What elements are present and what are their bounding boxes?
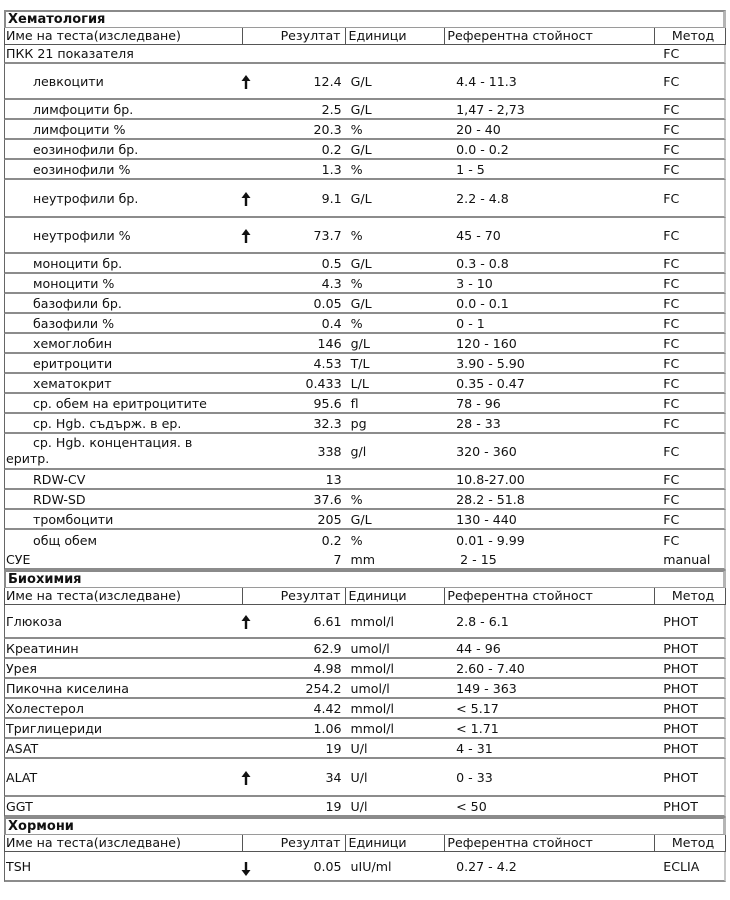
column-header-result: Резултат <box>243 835 346 851</box>
test-name <box>5 276 242 291</box>
table-row <box>4 140 726 160</box>
reference-range: < 5.17 <box>456 700 499 716</box>
test-name <box>5 435 242 467</box>
table-row <box>4 160 726 180</box>
test-name-text: хемоглобин <box>33 335 112 351</box>
table-row <box>4 699 726 719</box>
reference-range: 320 - 360 <box>456 443 517 459</box>
section-hormones <box>4 817 726 882</box>
test-name <box>5 336 242 351</box>
units-value: pg <box>350 415 367 431</box>
result-value: 4.3 <box>321 275 342 291</box>
result-value: 13 <box>325 471 342 487</box>
method-value: FC <box>663 227 680 243</box>
test-name <box>5 512 242 527</box>
result-value: 1.3 <box>321 161 342 177</box>
test-name <box>5 356 242 371</box>
reference-range: 1 - 5 <box>456 161 485 177</box>
test-name-text: лимфоцити бр. <box>33 101 134 117</box>
result-value: 7 <box>333 551 342 567</box>
column-header-method: Метод <box>655 28 726 44</box>
units-value: % <box>350 491 363 507</box>
method-value: FC <box>663 295 680 311</box>
result-value: 0.5 <box>321 255 342 271</box>
test-name <box>5 191 242 206</box>
method-value: FC <box>663 491 680 507</box>
reference-range: 20 - 40 <box>456 121 501 137</box>
section-biochemistry <box>4 570 726 817</box>
units-value: G/L <box>350 255 372 271</box>
units-value: umol/l <box>350 680 390 696</box>
units-value: G/L <box>350 101 372 117</box>
test-name-line2: еритр. <box>6 451 50 466</box>
test-name <box>5 661 242 676</box>
method-value: FC <box>663 46 680 61</box>
method-value: PHOT <box>663 720 698 736</box>
test-name <box>5 701 242 716</box>
reference-range: 3 - 10 <box>456 275 493 291</box>
test-name-text: ALAT <box>6 769 38 785</box>
test-name-text: GGT <box>6 798 33 814</box>
units-value: fl <box>350 395 359 411</box>
reference-range: 4.4 - 11.3 <box>456 73 517 89</box>
test-name-text: базофили % <box>33 315 115 331</box>
result-value: 19 <box>325 740 342 756</box>
result-value: 1.06 <box>313 720 342 736</box>
column-header-method: Метод <box>655 588 726 604</box>
result-value: 254.2 <box>305 680 342 696</box>
test-name-text: ASAT <box>6 740 39 756</box>
test-name <box>5 552 242 567</box>
column-header-name: Име на теста(изследване) <box>5 835 243 851</box>
result-value: 0.05 <box>313 858 342 874</box>
table-row <box>4 394 726 414</box>
method-value: FC <box>663 471 680 487</box>
test-name <box>5 316 242 331</box>
result-value: 20.3 <box>313 121 342 137</box>
table-row <box>4 414 726 434</box>
test-name-text: моноцити бр. <box>33 255 123 271</box>
units-value: mm <box>350 551 376 567</box>
test-name-text: моноцити % <box>33 275 115 291</box>
reference-range: 28.2 - 51.8 <box>456 491 525 507</box>
reference-range: 149 - 363 <box>456 680 517 696</box>
test-name <box>5 376 242 391</box>
table-row <box>4 254 726 274</box>
result-value: 4.53 <box>313 355 342 371</box>
test-name-text: лимфоцити % <box>33 121 126 137</box>
result-value: 95.6 <box>313 395 342 411</box>
test-name <box>5 641 242 656</box>
units-value: mmol/l <box>350 660 395 676</box>
arrow-up-icon <box>241 229 251 243</box>
method-value: ECLIA <box>663 858 700 874</box>
units-value: U/l <box>350 740 368 756</box>
column-header-units: Единици <box>346 28 446 44</box>
test-name <box>5 614 242 629</box>
result-value: 0.2 <box>321 141 342 157</box>
units-value: G/L <box>350 511 372 527</box>
units-value: G/L <box>350 295 372 311</box>
result-value: 9.1 <box>321 190 342 206</box>
column-header-name: Име на теста(изследване) <box>5 28 243 44</box>
table-row <box>4 120 726 140</box>
section-title: Хормони <box>4 817 726 835</box>
test-name-text: неутрофили бр. <box>33 190 139 206</box>
test-name-text: неутрофили % <box>33 227 131 243</box>
test-name-text: общ обем <box>33 532 98 548</box>
table-row <box>4 510 726 530</box>
column-header-name: Име на теста(изследване) <box>5 588 243 604</box>
reference-range: 0.0 - 0.1 <box>456 295 509 311</box>
method-value: PHOT <box>663 613 698 629</box>
method-value: FC <box>663 443 680 459</box>
units-value: mmol/l <box>350 700 395 716</box>
table-row <box>4 294 726 314</box>
reference-range: 0.01 - 9.99 <box>456 532 525 548</box>
units-value: uIU/ml <box>350 858 392 874</box>
test-name <box>5 681 242 696</box>
method-value: PHOT <box>663 740 698 756</box>
test-name <box>5 472 242 487</box>
column-header-method: Метод <box>655 835 726 851</box>
units-value: T/L <box>350 355 370 371</box>
test-name-text: хематокрит <box>33 375 112 391</box>
result-value: 4.98 <box>313 660 342 676</box>
table-row <box>4 334 726 354</box>
units-value: mmol/l <box>350 720 395 736</box>
result-value: 37.6 <box>313 491 342 507</box>
result-value: 34 <box>325 769 342 785</box>
method-value: FC <box>663 375 680 391</box>
table-row <box>4 605 726 639</box>
units-value: U/l <box>350 769 368 785</box>
reference-range: 44 - 96 <box>456 640 501 656</box>
result-value: 12.4 <box>313 73 342 89</box>
units-value: % <box>350 227 363 243</box>
reference-range: 120 - 160 <box>456 335 517 351</box>
test-name <box>5 396 242 411</box>
method-value: FC <box>663 511 680 527</box>
arrow-down-icon <box>241 862 251 876</box>
method-value: FC <box>663 395 680 411</box>
reference-range: 2.8 - 6.1 <box>456 613 509 629</box>
table-header <box>4 588 726 605</box>
method-value: PHOT <box>663 640 698 656</box>
reference-range: 0.3 - 0.8 <box>456 255 509 271</box>
test-name <box>5 416 242 431</box>
arrow-up-icon <box>241 75 251 89</box>
test-name <box>5 770 242 785</box>
table-body <box>4 45 726 570</box>
method-value: FC <box>663 355 680 371</box>
test-name-text: базофили бр. <box>33 295 122 311</box>
table-row <box>4 679 726 699</box>
test-name-text: ср. Hgb. съдърж. в ер. <box>33 415 182 431</box>
reference-range: < 50 <box>456 798 487 814</box>
units-value: G/L <box>350 73 372 89</box>
method-value: PHOT <box>663 680 698 696</box>
method-value: FC <box>663 141 680 157</box>
method-value: FC <box>663 275 680 291</box>
reference-range: 0.35 - 0.47 <box>456 375 525 391</box>
units-value: umol/l <box>350 640 390 656</box>
reference-range: 1,47 - 2,73 <box>456 101 525 117</box>
result-value: 32.3 <box>313 415 342 431</box>
result-value: 205 <box>317 511 342 527</box>
reference-range: 0 - 33 <box>456 769 493 785</box>
method-value: FC <box>663 315 680 331</box>
table-row <box>4 470 726 490</box>
table-row <box>4 759 726 797</box>
section-title: Хематология <box>4 10 726 28</box>
units-value: % <box>350 121 363 137</box>
test-name-line1: ср. Hgb. концентация. в <box>33 435 193 450</box>
test-name <box>5 296 242 311</box>
result-value: 0.433 <box>305 375 342 391</box>
column-header-reference: Референтна стойност <box>445 28 655 44</box>
test-name-text: Урея <box>6 660 37 676</box>
result-value: 6.61 <box>313 613 342 629</box>
table-body <box>4 852 726 882</box>
units-value: % <box>350 275 363 291</box>
arrow-up-icon <box>241 615 251 629</box>
table-row <box>4 314 726 334</box>
reference-range: 45 - 70 <box>456 227 501 243</box>
test-name-text: Пикочна киселина <box>6 680 130 696</box>
test-name <box>5 142 242 157</box>
reference-range: 3.90 - 5.90 <box>456 355 525 371</box>
test-name-text: Триглицериди <box>6 720 103 736</box>
test-name <box>5 859 242 874</box>
result-value: 0.4 <box>321 315 342 331</box>
reference-range: 2 - 15 <box>456 551 497 567</box>
test-name-text: еритроцити <box>33 355 113 371</box>
reference-range: 10.8-27.00 <box>456 471 525 487</box>
test-name-text: СУЕ <box>6 551 31 567</box>
method-value: FC <box>663 335 680 351</box>
reference-range: 78 - 96 <box>456 395 501 411</box>
table-row <box>4 639 726 659</box>
test-name <box>5 256 242 271</box>
result-value: 146 <box>317 335 342 351</box>
method-value: PHOT <box>663 769 698 785</box>
method-value: FC <box>663 532 680 548</box>
table-row <box>4 374 726 394</box>
test-name <box>5 228 242 243</box>
lab-results-document <box>4 10 726 882</box>
table-row <box>4 797 726 817</box>
test-name-text: ср. обем на еритроцитите <box>33 395 207 411</box>
table-row <box>4 274 726 294</box>
table-row <box>4 659 726 679</box>
table-row <box>4 100 726 120</box>
test-name <box>5 721 242 736</box>
table-row <box>4 434 726 470</box>
reference-range: 2.60 - 7.40 <box>456 660 525 676</box>
result-value: 73.7 <box>313 227 342 243</box>
result-value: 0.2 <box>321 532 342 548</box>
table-row <box>4 354 726 374</box>
result-value: 4.42 <box>313 700 342 716</box>
method-value: FC <box>663 190 680 206</box>
method-value: PHOT <box>663 660 698 676</box>
method-value: manual <box>663 551 711 567</box>
column-header-units: Единици <box>346 588 446 604</box>
reference-range: 0.27 - 4.2 <box>456 858 517 874</box>
test-name <box>5 492 242 507</box>
column-header-units: Единици <box>346 835 446 851</box>
table-row <box>4 218 726 254</box>
table-row <box>4 530 726 550</box>
test-name <box>5 799 242 814</box>
reference-range: < 1.71 <box>456 720 499 736</box>
reference-range: 28 - 33 <box>456 415 501 431</box>
test-name-text: Глюкоза <box>6 613 63 629</box>
table-row <box>4 550 726 570</box>
test-name <box>5 122 242 137</box>
test-name <box>5 741 242 756</box>
table-row <box>4 45 726 64</box>
test-name <box>5 533 242 548</box>
units-value: % <box>350 161 363 177</box>
section-hematology <box>4 10 726 570</box>
table-header <box>4 835 726 852</box>
test-name-text: Креатинин <box>6 640 79 656</box>
table-body <box>4 605 726 817</box>
test-name-text: ПКК 21 показателя <box>6 46 134 61</box>
section-title: Биохимия <box>4 570 726 588</box>
result-value: 62.9 <box>313 640 342 656</box>
reference-range: 2.2 - 4.8 <box>456 190 509 206</box>
units-value: g/L <box>350 335 370 351</box>
units-value: g/l <box>350 443 367 459</box>
method-value: FC <box>663 73 680 89</box>
units-value: mmol/l <box>350 613 395 629</box>
table-row <box>4 739 726 759</box>
test-name-text: еозинофили бр. <box>33 141 139 157</box>
method-value: PHOT <box>663 700 698 716</box>
test-name <box>5 102 242 117</box>
result-value: 19 <box>325 798 342 814</box>
result-value: 338 <box>317 443 342 459</box>
test-name-text: RDW-CV <box>33 471 86 487</box>
reference-range: 0 - 1 <box>456 315 485 331</box>
test-name <box>5 74 242 89</box>
column-header-result: Резултат <box>243 28 346 44</box>
method-value: FC <box>663 161 680 177</box>
column-header-result: Резултат <box>243 588 346 604</box>
units-value: G/L <box>350 190 372 206</box>
test-name <box>5 46 242 61</box>
test-name-text: еозинофили % <box>33 161 131 177</box>
test-name-text: TSH <box>6 858 32 874</box>
table-row <box>4 64 726 100</box>
reference-range: 4 - 31 <box>456 740 493 756</box>
units-value: U/l <box>350 798 368 814</box>
method-value: FC <box>663 415 680 431</box>
method-value: FC <box>663 101 680 117</box>
column-header-reference: Референтна стойност <box>445 835 655 851</box>
table-row <box>4 490 726 510</box>
test-name-text: Холестерол <box>6 700 84 716</box>
arrow-up-icon <box>241 192 251 206</box>
result-value: 2.5 <box>321 101 342 117</box>
reference-range: 130 - 440 <box>456 511 517 527</box>
test-name-text: левкоцити <box>33 73 104 89</box>
table-row <box>4 180 726 218</box>
result-value: 0.05 <box>313 295 342 311</box>
units-value: L/L <box>350 375 369 391</box>
table-row <box>4 852 726 882</box>
test-name-text: RDW-SD <box>33 491 86 507</box>
reference-range: 0.0 - 0.2 <box>456 141 509 157</box>
arrow-up-icon <box>241 771 251 785</box>
method-value: FC <box>663 121 680 137</box>
table-header <box>4 28 726 45</box>
test-name-text: тромбоцити <box>33 511 114 527</box>
column-header-reference: Референтна стойност <box>445 588 655 604</box>
units-value: G/L <box>350 141 372 157</box>
test-name <box>5 162 242 177</box>
table-row <box>4 719 726 739</box>
units-value: % <box>350 315 363 331</box>
method-value: PHOT <box>663 798 698 814</box>
units-value: % <box>350 532 363 548</box>
method-value: FC <box>663 255 680 271</box>
